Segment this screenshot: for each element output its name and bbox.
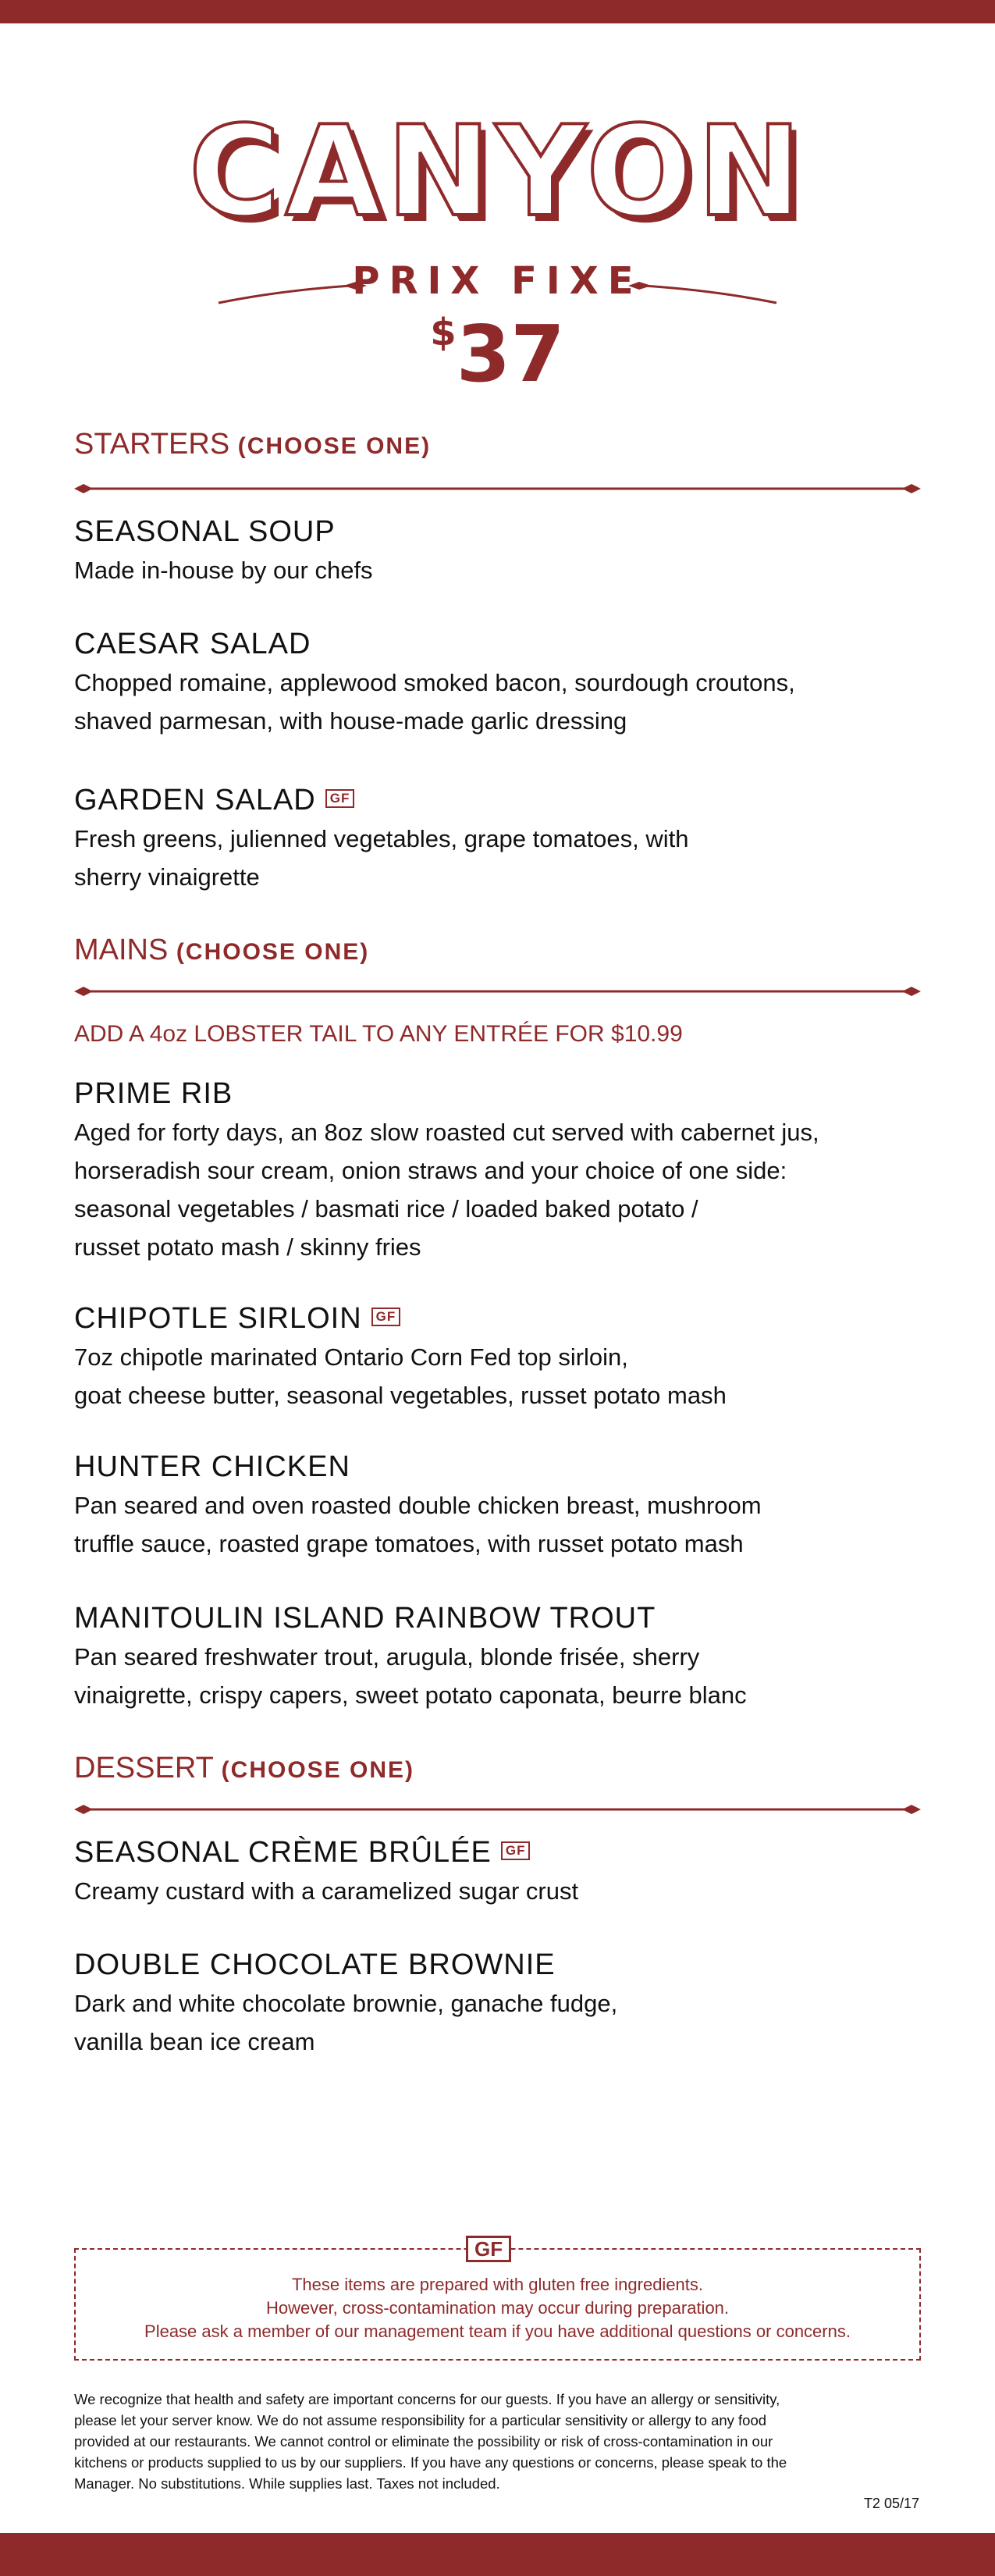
menu-item <box>74 1600 933 1714</box>
menu-item <box>74 626 933 740</box>
item-name: MANITOULIN ISLAND RAINBOW TROUT <box>74 1602 656 1635</box>
item-description: Creamy custard with a caramelized sugar crust <box>74 1877 579 1905</box>
item-description: Aged for forty days, an 8oz slow roasted cut served with cabernet jus, horseradish sour cream, onion straws and your choice of one side: seasonal vegetables / basmati rice / loaded baked potato / russet potato mash / skinny fries <box>74 1119 819 1261</box>
item-name: HUNTER CHICKEN <box>74 1450 350 1483</box>
section-title: MAINS <box>74 934 169 966</box>
gf-notice <box>74 2237 921 2361</box>
item-description: Fresh greens, julienned vegetables, grape tomatoes, with sherry vinaigrette <box>74 825 689 891</box>
section-divider <box>74 1802 921 1817</box>
menu-item <box>74 1076 933 1266</box>
item-name: CAESAR SALAD <box>74 628 311 660</box>
item-description: Pan seared freshwater trout, arugula, blonde frisée, sherry vinaigrette, crispy capers, sweet potato caponata, beurre blanc <box>74 1643 747 1709</box>
item-name: SEASONAL CRÈME BRÛLÉE GF <box>74 1834 933 1870</box>
section-subtitle: (CHOOSE ONE) <box>176 939 370 965</box>
menu-item <box>74 1947 933 2061</box>
gf-icon: GF <box>501 1841 531 1860</box>
canyon-logo: CANYON <box>188 98 807 244</box>
allergy-disclaimer: We recognize that health and safety are important concerns for our guests. If you have an allergy or sensitivity, please let your server know. We do not assume responsibility for a particular sensitivity or allergy to any food provided at our restaurants. We cannot control or eliminate the possibility or risk of cross-contamination in our kitchens or products supplied to us by our suppliers. If you have any questions or concerns, please speak to the Manager. No substitutions. While supplies last. Taxes not included. <box>74 2391 787 2492</box>
menu-item <box>74 1834 933 1910</box>
item-name: PRIME RIB <box>74 1077 233 1110</box>
item-description: Made in-house by our chefs <box>74 557 373 584</box>
item-description: 7oz chipotle marinated Ontario Corn Fed top sirloin, goat cheese butter, seasonal vegetables, russet potato mash <box>74 1343 727 1409</box>
section-divider <box>74 984 921 999</box>
section-subtitle: (CHOOSE ONE) <box>237 433 432 459</box>
item-name: DOUBLE CHOCOLATE BROWNIE <box>74 1948 556 1981</box>
item-name: SEASONAL SOUP <box>74 515 336 548</box>
menu-item <box>74 514 933 589</box>
prix-fixe-title: PRIX FIXE <box>352 259 643 303</box>
menu-item <box>74 782 933 896</box>
item-name: CHIPOTLE SIRLOIN GF <box>74 1300 933 1336</box>
section-starters-heading <box>74 428 921 461</box>
price <box>0 308 995 400</box>
menu-item <box>74 1449 933 1563</box>
bottom-band <box>0 2533 995 2576</box>
item-description: Pan seared and oven roasted double chicken breast, mushroom truffle sauce, roasted grape tomatoes, with russet potato mash <box>74 1492 762 1557</box>
menu-item <box>74 1300 933 1414</box>
item-description: Dark and white chocolate brownie, ganache fudge, vanilla bean ice cream <box>74 1990 618 2055</box>
gf-icon: GF <box>325 789 355 808</box>
menu-code: T2 05/17 <box>863 2496 919 2511</box>
section-mains-heading <box>74 934 921 967</box>
section-title: DESSERT <box>74 1752 214 1784</box>
section-subtitle: (CHOOSE ONE) <box>221 1757 415 1783</box>
item-description: Chopped romaine, applewood smoked bacon, sourdough croutons, shaved parmesan, with house-made garlic dressing <box>74 669 795 735</box>
gf-icon: GF <box>371 1308 401 1326</box>
price-currency: $ <box>430 311 457 354</box>
section-divider <box>74 481 921 496</box>
gf-notice-text: These items are prepared with gluten free ingredients. However, cross-contamination may occur during preparation. Please ask a member of our management team if you have additional questions or concerns. <box>144 2275 851 2341</box>
gf-icon: GF <box>466 2236 511 2262</box>
lobster-promo: ADD A 4oz LOBSTER TAIL TO ANY ENTRÉE FOR $10.99 <box>74 1021 683 1047</box>
section-title: STARTERS <box>74 428 230 461</box>
top-band <box>0 0 995 23</box>
item-name: GARDEN SALAD GF <box>74 782 933 818</box>
price-amount: 37 <box>456 308 565 400</box>
section-dessert-heading <box>74 1752 921 1785</box>
